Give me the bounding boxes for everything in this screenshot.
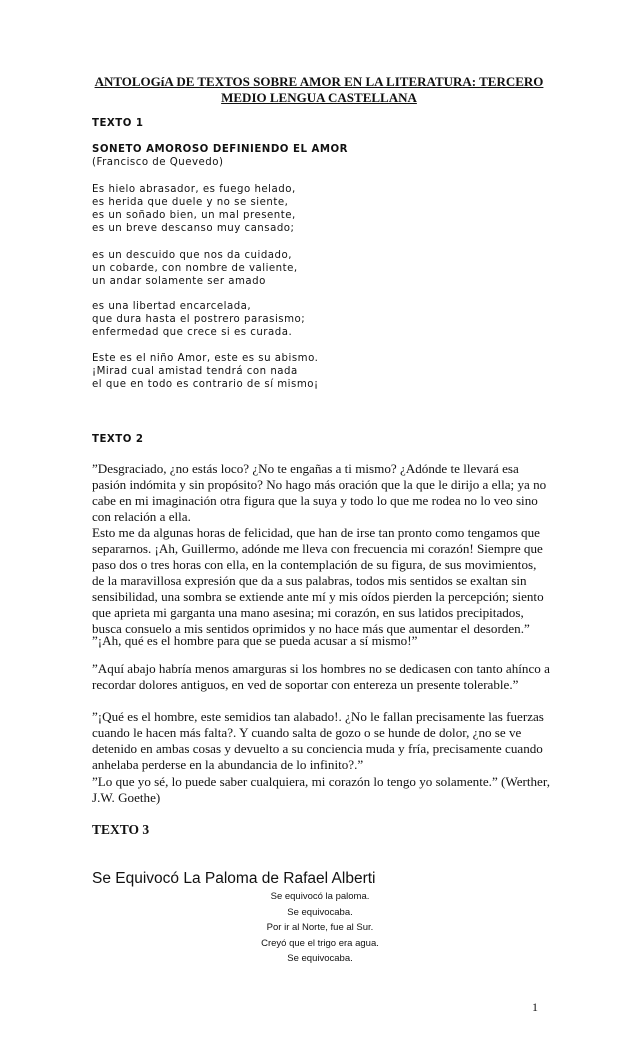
verse: enfermedad que crece si es curada. bbox=[92, 327, 293, 338]
page-number: 1 bbox=[532, 1000, 538, 1014]
texto-3-poem bbox=[200, 889, 440, 967]
texto-2-paragraph-3 bbox=[92, 661, 550, 693]
verse: ¡Mirad cual amistad tendrá con nada bbox=[92, 366, 298, 377]
verse: Se equivocaba. bbox=[287, 906, 353, 918]
verse: que dura hasta el postrero parasismo; bbox=[92, 314, 306, 325]
paragraph: ”¡Ah, qué es el hombre para que se pueda acusar a sí mismo!” bbox=[92, 633, 418, 648]
title-line-1: ANTOLOGíA DE TEXTOS SOBRE AMOR EN LA LITERATURA: TERCERO bbox=[94, 74, 544, 89]
texto-1-label: TEXTO 1 bbox=[92, 118, 144, 129]
texto-2-paragraph-2 bbox=[92, 633, 552, 649]
texto-2-paragraph-4 bbox=[92, 709, 550, 773]
verse: es un breve descanso muy cansado; bbox=[92, 223, 295, 234]
verse: el que en todo es contrario de sí mismo¡ bbox=[92, 379, 319, 390]
texto-1-heading bbox=[92, 143, 552, 169]
texto-2-paragraph-1 bbox=[92, 461, 550, 637]
verse: es un soñado bien, un mal presente, bbox=[92, 210, 296, 221]
verse: un cobarde, con nombre de valiente, bbox=[92, 263, 298, 274]
texto-3-label: TEXTO 3 bbox=[92, 822, 150, 837]
verse: Creyó que el trigo era agua. bbox=[261, 937, 379, 949]
verse: es herida que duele y no se siente, bbox=[92, 197, 289, 208]
verse: un andar solamente ser amado bbox=[92, 276, 266, 287]
document-title bbox=[92, 74, 546, 106]
paragraph: ”Desgraciado, ¿no estás loco? ¿No te engañas a ti mismo? ¿Adónde te llevará esa pasión indómita y sin propósito? No hago más oración que la que le dirijo a ella; ya no cabe en mi imaginación otra figura que la suya y todo lo que me rodea no lo veo sino con relación a ella. bbox=[92, 461, 547, 524]
texto-2-label: TEXTO 2 bbox=[92, 434, 144, 445]
poem-author: (Francisco de Quevedo) bbox=[92, 157, 224, 168]
paragraph: ”¡Qué es el hombre, este semidios tan alabado!. ¿No le fallan precisamente las fuerzas cuando le hacen más falta?. Y cuando salta de gozo o se hunde de dolor, ¿no se ve detenido en ambas cosas y devuelto a su conciencia muda y fría, precisamente cuando anhelaba perderse en la abundancia de lo infinito?.” bbox=[92, 709, 544, 772]
verse: es un descuido que nos da cuidado, bbox=[92, 250, 292, 261]
verse: Se equivocó la paloma. bbox=[270, 891, 370, 902]
paragraph: ”Aquí abajo habría menos amarguras si los hombres no se dedicasen con tanto ahínco a recordar dolores antiguos, en ved de soportar con entereza un presente tolerable.” bbox=[92, 661, 550, 692]
title-line-2: MEDIO LENGUA CASTELLANA bbox=[221, 90, 417, 105]
verse: Es hielo abrasador, es fuego helado, bbox=[92, 184, 296, 195]
paragraph: Esto me da algunas horas de felicidad, que han de irse tan pronto como tengamos que separarnos. ¡Ah, Guillermo, adónde me lleva con frecuencia mi corazón! Siempre que paso dos o tres horas con ella, en la contemplación de su figura, de sus movimientos, de la maravillosa expresión que da a sus palabras, todos mis sentidos se exaltan sin sensibilidad, una sombra se extiende ante mí y mis oídos pierden la percepción; siento que aprieta mi garganta una mano asesina; mi corazón, en sus latidos precipitados, busca consuelo a mis sentidos oprimidos y no hace más que aumentar el desorden.” bbox=[92, 525, 544, 636]
verse: Se equivocaba. bbox=[287, 953, 353, 964]
paragraph: ”Lo que yo sé, lo puede saber cualquiera, mi corazón lo tengo yo solamente.” (Werther, J.W. Goethe) bbox=[92, 774, 550, 805]
stanza-3 bbox=[92, 300, 552, 339]
texto-2-paragraph-5 bbox=[92, 774, 550, 806]
stanza-2 bbox=[92, 249, 552, 288]
verse: es una libertad encarcelada, bbox=[92, 301, 252, 312]
texto-3-poem-title: Se Equivocó La Paloma de Rafael Alberti bbox=[92, 870, 376, 887]
verse: Este es el niño Amor, este es su abismo. bbox=[92, 353, 319, 364]
poem-title: SONETO AMOROSO DEFINIENDO EL AMOR bbox=[92, 144, 349, 155]
stanza-4 bbox=[92, 352, 552, 391]
verse: Por ir al Norte, fue al Sur. bbox=[266, 922, 374, 933]
stanza-1 bbox=[92, 183, 552, 235]
